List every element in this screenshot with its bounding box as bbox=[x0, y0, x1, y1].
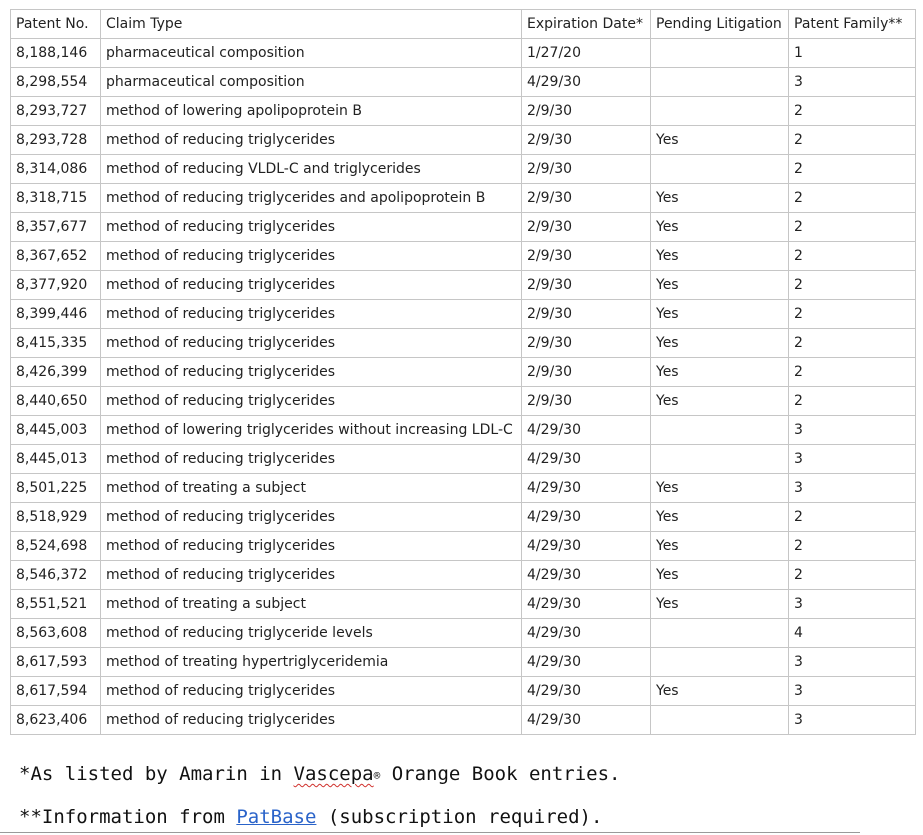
table-row bbox=[11, 213, 916, 242]
cell-pending-litigation: Yes bbox=[651, 474, 789, 503]
cell-claim-type: method of reducing triglycerides bbox=[101, 677, 522, 706]
cell-patent-family: 2 bbox=[789, 300, 916, 329]
cell-patent-family: 3 bbox=[789, 590, 916, 619]
cell-pending-litigation: Yes bbox=[651, 242, 789, 271]
table-row bbox=[11, 590, 916, 619]
cell-pending-litigation: Yes bbox=[651, 271, 789, 300]
cell-patent-no: 8,623,406 bbox=[11, 706, 101, 735]
cell-pending-litigation bbox=[651, 97, 789, 126]
cell-claim-type: method of reducing triglycerides bbox=[101, 300, 522, 329]
cell-pending-litigation: Yes bbox=[651, 387, 789, 416]
table-row bbox=[11, 126, 916, 155]
cell-patent-family: 1 bbox=[789, 39, 916, 68]
header-expiration-date: Expiration Date* bbox=[522, 10, 651, 39]
cell-patent-no: 8,188,146 bbox=[11, 39, 101, 68]
cell-expiration-date: 4/29/30 bbox=[522, 648, 651, 677]
header-patent-no: Patent No. bbox=[11, 10, 101, 39]
cell-expiration-date: 2/9/30 bbox=[522, 300, 651, 329]
cell-patent-no: 8,524,698 bbox=[11, 532, 101, 561]
table-row bbox=[11, 677, 916, 706]
header-claim-type: Claim Type bbox=[101, 10, 522, 39]
table-row bbox=[11, 358, 916, 387]
cell-pending-litigation bbox=[651, 416, 789, 445]
cell-claim-type: method of lowering triglycerides without increasing LDL-C bbox=[101, 416, 522, 445]
table-row bbox=[11, 68, 916, 97]
footnote-patent-family bbox=[19, 806, 602, 828]
cell-claim-type: method of reducing triglycerides bbox=[101, 329, 522, 358]
cell-patent-no: 8,377,920 bbox=[11, 271, 101, 300]
cell-claim-type: method of treating a subject bbox=[101, 590, 522, 619]
table-row bbox=[11, 503, 916, 532]
cell-patent-family: 3 bbox=[789, 474, 916, 503]
footnote-expiration-prefix: *As listed by Amarin in bbox=[19, 763, 294, 785]
cell-expiration-date: 4/29/30 bbox=[522, 445, 651, 474]
cell-patent-no: 8,314,086 bbox=[11, 155, 101, 184]
cell-pending-litigation: Yes bbox=[651, 126, 789, 155]
cell-pending-litigation: Yes bbox=[651, 561, 789, 590]
cell-patent-family: 3 bbox=[789, 648, 916, 677]
table-row bbox=[11, 184, 916, 213]
cell-pending-litigation: Yes bbox=[651, 358, 789, 387]
cell-patent-family: 4 bbox=[789, 619, 916, 648]
cell-pending-litigation: Yes bbox=[651, 300, 789, 329]
cell-patent-family: 3 bbox=[789, 677, 916, 706]
table-row bbox=[11, 97, 916, 126]
cell-pending-litigation: Yes bbox=[651, 184, 789, 213]
cell-expiration-date: 2/9/30 bbox=[522, 155, 651, 184]
cell-pending-litigation: Yes bbox=[651, 329, 789, 358]
cell-patent-no: 8,293,728 bbox=[11, 126, 101, 155]
cell-claim-type: method of reducing triglycerides bbox=[101, 445, 522, 474]
cell-expiration-date: 4/29/30 bbox=[522, 706, 651, 735]
table-row bbox=[11, 706, 916, 735]
cell-expiration-date: 4/29/30 bbox=[522, 474, 651, 503]
cell-expiration-date: 4/29/30 bbox=[522, 68, 651, 97]
cell-patent-family: 2 bbox=[789, 532, 916, 561]
cell-patent-family: 2 bbox=[789, 126, 916, 155]
header-patent-family: Patent Family** bbox=[789, 10, 916, 39]
footnote-family-prefix: **Information from bbox=[19, 806, 237, 828]
cell-claim-type: method of reducing triglycerides bbox=[101, 358, 522, 387]
cell-patent-no: 8,440,650 bbox=[11, 387, 101, 416]
cell-expiration-date: 1/27/20 bbox=[522, 39, 651, 68]
cell-patent-family: 2 bbox=[789, 155, 916, 184]
table-row bbox=[11, 648, 916, 677]
cell-claim-type: pharmaceutical composition bbox=[101, 68, 522, 97]
cell-patent-family: 2 bbox=[789, 329, 916, 358]
header-pending-litigation: Pending Litigation bbox=[651, 10, 789, 39]
cell-expiration-date: 2/9/30 bbox=[522, 184, 651, 213]
cell-patent-no: 8,445,013 bbox=[11, 445, 101, 474]
cell-pending-litigation bbox=[651, 648, 789, 677]
cell-expiration-date: 4/29/30 bbox=[522, 590, 651, 619]
cell-claim-type: method of lowering apolipoprotein B bbox=[101, 97, 522, 126]
cell-pending-litigation bbox=[651, 619, 789, 648]
cell-expiration-date: 4/29/30 bbox=[522, 619, 651, 648]
product-name-vascepa: Vascepa bbox=[293, 763, 374, 785]
cell-claim-type: pharmaceutical composition bbox=[101, 39, 522, 68]
cell-pending-litigation bbox=[651, 706, 789, 735]
cell-patent-no: 8,518,929 bbox=[11, 503, 101, 532]
cell-patent-no: 8,318,715 bbox=[11, 184, 101, 213]
cell-patent-no: 8,617,594 bbox=[11, 677, 101, 706]
cell-patent-family: 2 bbox=[789, 184, 916, 213]
table-row bbox=[11, 561, 916, 590]
cell-patent-no: 8,551,521 bbox=[11, 590, 101, 619]
cell-patent-family: 2 bbox=[789, 97, 916, 126]
cell-pending-litigation: Yes bbox=[651, 503, 789, 532]
table-row bbox=[11, 416, 916, 445]
cell-patent-no: 8,415,335 bbox=[11, 329, 101, 358]
table-row bbox=[11, 532, 916, 561]
cell-claim-type: method of reducing triglycerides bbox=[101, 213, 522, 242]
cell-patent-no: 8,501,225 bbox=[11, 474, 101, 503]
cell-patent-family: 2 bbox=[789, 503, 916, 532]
cell-patent-family: 3 bbox=[789, 68, 916, 97]
cell-patent-no: 8,357,677 bbox=[11, 213, 101, 242]
table-row bbox=[11, 300, 916, 329]
bottom-divider bbox=[0, 832, 860, 833]
cell-pending-litigation: Yes bbox=[651, 532, 789, 561]
cell-expiration-date: 4/29/30 bbox=[522, 503, 651, 532]
cell-claim-type: method of reducing triglycerides bbox=[101, 706, 522, 735]
table-row bbox=[11, 474, 916, 503]
cell-claim-type: method of reducing triglycerides bbox=[101, 242, 522, 271]
patent-table bbox=[10, 9, 916, 735]
cell-pending-litigation bbox=[651, 39, 789, 68]
cell-patent-family: 2 bbox=[789, 387, 916, 416]
cell-pending-litigation bbox=[651, 445, 789, 474]
cell-expiration-date: 2/9/30 bbox=[522, 126, 651, 155]
cell-claim-type: method of reducing triglycerides and apolipoprotein B bbox=[101, 184, 522, 213]
cell-claim-type: method of treating a subject bbox=[101, 474, 522, 503]
cell-claim-type: method of reducing triglycerides bbox=[101, 532, 522, 561]
cell-claim-type: method of reducing triglycerides bbox=[101, 387, 522, 416]
cell-pending-litigation: Yes bbox=[651, 677, 789, 706]
registered-mark: ® bbox=[373, 769, 381, 782]
table-row bbox=[11, 39, 916, 68]
cell-pending-litigation: Yes bbox=[651, 213, 789, 242]
cell-patent-no: 8,546,372 bbox=[11, 561, 101, 590]
table-row bbox=[11, 445, 916, 474]
cell-patent-family: 2 bbox=[789, 242, 916, 271]
table-body bbox=[11, 39, 916, 735]
cell-patent-no: 8,367,652 bbox=[11, 242, 101, 271]
cell-expiration-date: 2/9/30 bbox=[522, 242, 651, 271]
cell-patent-no: 8,563,608 bbox=[11, 619, 101, 648]
cell-patent-family: 2 bbox=[789, 271, 916, 300]
cell-claim-type: method of reducing triglycerides bbox=[101, 503, 522, 532]
cell-expiration-date: 2/9/30 bbox=[522, 271, 651, 300]
table-row bbox=[11, 619, 916, 648]
header-row bbox=[11, 10, 916, 39]
cell-claim-type: method of reducing triglycerides bbox=[101, 126, 522, 155]
patbase-link[interactable]: PatBase bbox=[236, 806, 317, 828]
table-row bbox=[11, 329, 916, 358]
table-row bbox=[11, 155, 916, 184]
cell-claim-type: method of reducing VLDL-C and triglycerides bbox=[101, 155, 522, 184]
cell-claim-type: method of treating hypertriglyceridemia bbox=[101, 648, 522, 677]
cell-expiration-date: 2/9/30 bbox=[522, 97, 651, 126]
cell-patent-family: 2 bbox=[789, 213, 916, 242]
cell-patent-no: 8,399,446 bbox=[11, 300, 101, 329]
table-row bbox=[11, 271, 916, 300]
cell-pending-litigation: Yes bbox=[651, 590, 789, 619]
cell-patent-family: 3 bbox=[789, 416, 916, 445]
cell-patent-family: 3 bbox=[789, 445, 916, 474]
footnote-expiration-suffix: Orange Book entries. bbox=[380, 763, 621, 785]
cell-expiration-date: 4/29/30 bbox=[522, 532, 651, 561]
cell-pending-litigation bbox=[651, 68, 789, 97]
cell-expiration-date: 4/29/30 bbox=[522, 416, 651, 445]
cell-patent-family: 3 bbox=[789, 706, 916, 735]
footnote-expiration bbox=[19, 763, 620, 785]
cell-expiration-date: 4/29/30 bbox=[522, 561, 651, 590]
cell-claim-type: method of reducing triglycerides bbox=[101, 561, 522, 590]
cell-pending-litigation bbox=[651, 155, 789, 184]
table-row bbox=[11, 387, 916, 416]
cell-claim-type: method of reducing triglyceride levels bbox=[101, 619, 522, 648]
cell-patent-family: 2 bbox=[789, 358, 916, 387]
cell-expiration-date: 2/9/30 bbox=[522, 387, 651, 416]
cell-patent-family: 2 bbox=[789, 561, 916, 590]
cell-patent-no: 8,445,003 bbox=[11, 416, 101, 445]
cell-expiration-date: 4/29/30 bbox=[522, 677, 651, 706]
table-header bbox=[11, 10, 916, 39]
cell-expiration-date: 2/9/30 bbox=[522, 358, 651, 387]
cell-expiration-date: 2/9/30 bbox=[522, 329, 651, 358]
cell-claim-type: method of reducing triglycerides bbox=[101, 271, 522, 300]
cell-patent-no: 8,293,727 bbox=[11, 97, 101, 126]
footnote-family-suffix: (subscription required). bbox=[316, 806, 603, 828]
cell-expiration-date: 2/9/30 bbox=[522, 213, 651, 242]
table-row bbox=[11, 242, 916, 271]
cell-patent-no: 8,426,399 bbox=[11, 358, 101, 387]
cell-patent-no: 8,617,593 bbox=[11, 648, 101, 677]
cell-patent-no: 8,298,554 bbox=[11, 68, 101, 97]
